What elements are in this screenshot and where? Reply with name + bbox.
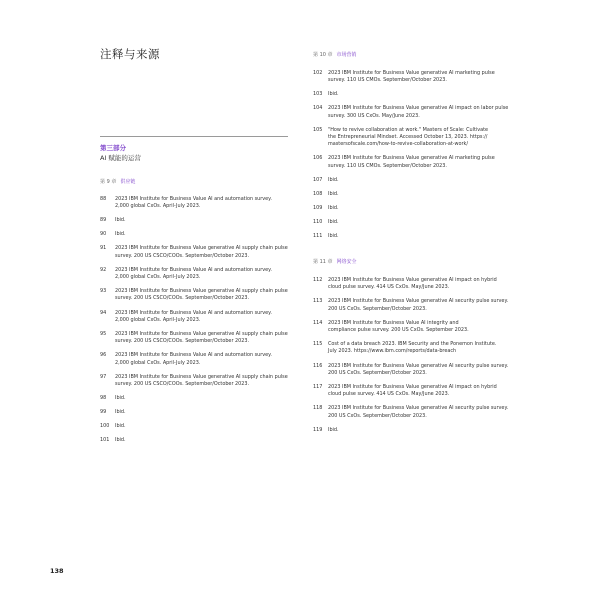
note-number: 104 <box>313 105 323 112</box>
note-item <box>100 231 300 238</box>
note-item <box>100 217 300 224</box>
note-item <box>100 352 300 366</box>
note-item <box>100 395 300 402</box>
notes-column-right-marketing <box>313 70 513 247</box>
note-text: Ibid. <box>328 426 339 433</box>
note-text: 2023 IBM Institute for Business Value AI integrity and compliance pulse survey. 200 US CxOs. September 2023. <box>328 319 469 334</box>
note-item <box>100 196 300 210</box>
note-item <box>313 205 513 212</box>
note-number: 113 <box>313 298 323 305</box>
note-text: 2023 IBM Institute for Business Value generative AI supply chain pulse survey. 200 US CSCO/COOs. September/October 2023. <box>115 245 288 259</box>
note-text: Ibid. <box>115 423 126 430</box>
note-number: 117 <box>313 384 323 391</box>
note-text: 2023 IBM Institute for Business Value generative AI marketing pulse survey. 110 US CMOs. September/October 2023. <box>328 155 495 169</box>
note-number: 103 <box>313 91 323 98</box>
note-text: 2023 IBM Institute for Business Value generative AI security pulse survey. 200 US CxOs. September/October 2023. <box>328 362 509 376</box>
note-number: 98 <box>100 395 107 402</box>
note-item <box>313 105 513 119</box>
note-item <box>313 298 513 312</box>
note-text: Ibid. <box>328 91 339 98</box>
note-text: 2023 IBM Institute for Business Value generative AI security pulse survey. 200 US CxOs. September/October 2023. <box>328 298 509 312</box>
note-text: Cost of a data breach 2023. IBM Security and the Ponemon Institute. July 2023. https://www.ibm.com/reports/data-breach <box>328 341 497 355</box>
chapter-number: 第 11 章 <box>313 259 333 265</box>
note-number: 96 <box>100 352 107 359</box>
note-number: 101 <box>100 437 110 444</box>
note-text: 2023 IBM Institute for Business Value AI and automation survey. 2,000 global CxOs. April-July 2023. <box>115 196 272 210</box>
part-subtitle: AI 赋能的运营 <box>100 154 141 162</box>
note-number: 89 <box>100 217 107 224</box>
note-text: Ibid. <box>115 231 126 238</box>
note-item <box>313 341 513 355</box>
chapter-name: 供应链 <box>120 179 136 185</box>
note-number: 102 <box>313 70 323 76</box>
note-item <box>313 277 513 291</box>
note-number: 114 <box>313 319 323 326</box>
page-title: 注释与来源 <box>100 47 160 61</box>
note-text: 2023 IBM Institute for Business Value AI and automation survey. 2,000 global CxOs. April-July 2023. <box>115 309 272 323</box>
note-number: 94 <box>100 309 107 316</box>
note-text: 2023 IBM Institute for Business Value AI and automation survey. 2,000 global CxOs. April-July 2023. <box>115 352 272 366</box>
note-number: 95 <box>100 331 107 338</box>
note-text: Ibid. <box>328 218 339 225</box>
note-text: Ibid. <box>115 409 126 416</box>
note-item <box>100 409 300 416</box>
note-item <box>313 405 513 419</box>
note-number: 112 <box>313 277 323 283</box>
chapter-heading-9 <box>100 178 135 185</box>
note-number: 115 <box>313 341 323 348</box>
note-item <box>313 177 513 184</box>
note-text: 2023 IBM Institute for Business Value generative AI impact on hybrid cloud pulse survey. 414 US CxOs. May/June 2023. <box>328 384 497 398</box>
chapter-name: 网络安全 <box>336 259 357 265</box>
note-text: Ibid. <box>115 395 126 402</box>
note-text: Ibid. <box>115 217 126 224</box>
note-number: 91 <box>100 245 107 252</box>
note-number: 119 <box>313 426 323 433</box>
note-item <box>313 191 513 198</box>
note-item <box>100 267 300 281</box>
note-number: 107 <box>313 176 323 183</box>
note-item <box>313 91 513 98</box>
note-number: 92 <box>100 266 107 273</box>
note-item <box>100 374 300 388</box>
note-number: 109 <box>313 204 323 211</box>
note-item <box>313 384 513 398</box>
note-number: 93 <box>100 288 107 295</box>
note-text: 2023 IBM Institute for Business Value generative AI impact on labor pulse survey. 300 US CxOs. May/June 2023. <box>328 105 509 119</box>
chapter-heading-10 <box>313 51 357 58</box>
note-item <box>100 288 300 302</box>
note-text: 2023 IBM Institute for Business Value generative AI marketing pulse survey. 110 US CMOs. September/October 2023. <box>328 70 495 84</box>
notes-column-right-security <box>313 277 513 441</box>
note-text: 2023 IBM Institute for Business Value generative AI security pulse survey. 200 US CxOs. September/October 2023. <box>328 405 509 419</box>
note-item <box>313 363 513 377</box>
note-number: 97 <box>100 373 107 380</box>
note-number: 110 <box>313 218 323 225</box>
note-item <box>100 423 300 430</box>
note-number: 99 <box>100 409 107 416</box>
note-number: 105 <box>313 126 323 133</box>
chapter-number: 第 10 章 <box>313 52 333 58</box>
note-item <box>313 155 513 169</box>
note-item <box>313 70 513 84</box>
note-text: 2023 IBM Institute for Business Value generative AI supply chain pulse survey. 200 US CSCO/COOs. September/October 2023. <box>115 331 288 345</box>
note-text: Ibid. <box>115 437 126 444</box>
note-item <box>313 320 513 334</box>
note-text: Ibid. <box>328 204 339 211</box>
note-number: 118 <box>313 405 323 412</box>
note-item <box>100 245 300 259</box>
note-item <box>100 331 300 345</box>
note-text: 2023 IBM Institute for Business Value generative AI supply chain pulse survey. 200 US CSCO/COOs. September/October 2023. <box>115 373 288 388</box>
notes-column-left <box>100 196 300 451</box>
note-text: Ibid. <box>328 176 339 183</box>
note-item <box>100 437 300 444</box>
note-number: 106 <box>313 155 323 162</box>
note-text: Ibid. <box>328 190 339 197</box>
page-number: 138 <box>50 567 64 575</box>
note-text: 2023 IBM Institute for Business Value AI and automation survey. 2,000 global CxOs. April-July 2023. <box>115 266 272 281</box>
chapter-heading-11 <box>313 258 357 265</box>
chapter-number: 第 9 章 <box>100 179 117 185</box>
note-item <box>100 310 300 324</box>
chapter-name: 市场营销 <box>336 52 357 58</box>
note-text: 2023 IBM Institute for Business Value generative AI impact on hybrid cloud pulse survey. 414 US CxOs. May/June 2023. <box>328 277 497 291</box>
note-text: 2023 IBM Institute for Business Value generative AI supply chain pulse survey. 200 US CSCO/COOs. September/October 2023. <box>115 288 288 302</box>
note-number: 90 <box>100 231 107 238</box>
note-item <box>313 127 513 149</box>
part-label: 第三部分 <box>100 144 126 152</box>
note-item <box>313 427 513 434</box>
note-number: 111 <box>313 232 323 239</box>
note-item <box>313 219 513 226</box>
note-number: 116 <box>313 362 323 369</box>
note-text: "How to revive collaboration at work." Masters of Scale: Cultivate the Entrepreneurial Mindset. Accessed October 13, 2023. https:// mastersofscale.com/how-to-revive-collaboration-at-work/ <box>328 126 489 148</box>
note-item <box>313 233 513 240</box>
section-divider <box>100 136 288 137</box>
note-number: 100 <box>100 423 110 430</box>
note-number: 108 <box>313 190 323 197</box>
note-number: 88 <box>100 196 107 202</box>
note-text: Ibid. <box>328 232 339 239</box>
